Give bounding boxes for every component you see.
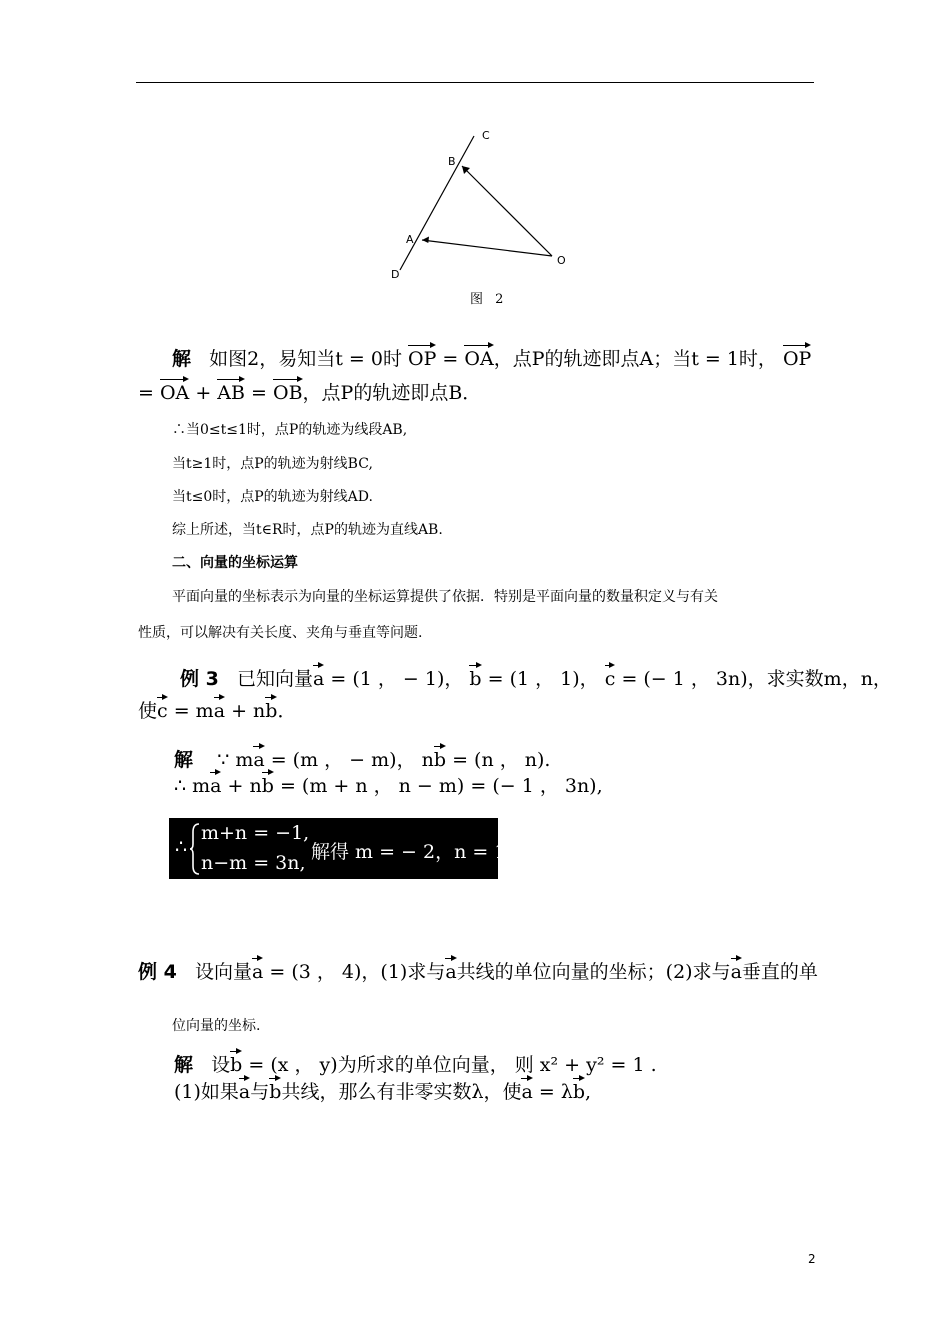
label-c: C	[482, 129, 490, 142]
equation-2: n−m = 3n,	[201, 852, 306, 874]
label-o: O	[557, 254, 566, 267]
header-rule	[136, 82, 814, 83]
equation-system-box	[169, 818, 513, 879]
case-line-2: 当t≥1时，点P的轨迹为射线BC,	[172, 456, 373, 472]
solution1-line1: 解 如图2，易知当t = 0时 OP = OA，点P的轨迹即点A；当t = 1时， OP	[172, 342, 811, 371]
label-b: B	[448, 155, 456, 168]
section-para-line1: 平面向量的坐标表示为向量的坐标运算提供了依据．特别是平面向量的数量积定义与有关	[172, 589, 718, 605]
case-line-3: 当t≤0时，点P的轨迹为射线AD.	[172, 489, 373, 505]
equation-1: m+n = −1,	[201, 822, 310, 844]
figure-caption: 图 2	[470, 292, 508, 307]
section-heading: 二、向量的坐标运算	[172, 555, 298, 571]
page-number: 2	[808, 1252, 816, 1266]
example4-line1: 例 4 设向量a = (3 ， 4)，(1)求与a共线的单位向量的坐标；(2)求与a垂直的单	[138, 955, 818, 984]
solution3-line2: ∴ ma + nb = (m + n ， n − m) = (− 1 ， 3n),	[174, 769, 603, 798]
vector-oa	[422, 240, 552, 256]
figure-2-diagram	[380, 122, 580, 292]
left-brace-icon	[189, 822, 201, 876]
vector-ob	[462, 166, 552, 256]
example3-line1: 例 3 已知向量a = (1 ， − 1)， b = (1 ， 1)， c = (− 1 ， 3n)，求实数m，n，	[180, 662, 892, 691]
system-result: 解得 m = − 2，n = 1.	[311, 841, 513, 863]
label-d: D	[391, 268, 400, 281]
arrowhead-a	[422, 237, 429, 244]
case-line-1: ∴当0≤t≤1时，点P的轨迹为线段AB,	[172, 422, 408, 438]
example3-line2: 使c = ma + nb．	[138, 694, 296, 723]
line-cd	[400, 136, 474, 270]
solution4-line1: 解 设b = (x ， y)为所求的单位向量， 则 x² + y² = 1 .	[174, 1048, 657, 1077]
therefore-symbol: ∴	[175, 836, 188, 858]
case-line-4: 综上所述，当t∈R时，点P的轨迹为直线AB.	[172, 522, 443, 538]
solution3-line1: 解 ∵ ma = (m ， − m)， nb = (n ， n).	[174, 743, 550, 772]
solution4-line2: (1)如果a与b共线，那么有非零实数λ，使a = λb,	[174, 1075, 591, 1104]
section-para-line2: 性质，可以解决有关长度、夹角与垂直等问题.	[138, 625, 423, 641]
solution1-line2: = OA + AB = OB，点P的轨迹即点B．	[138, 376, 481, 405]
label-a: A	[406, 233, 414, 246]
example4-line2: 位向量的坐标.	[172, 1018, 261, 1034]
